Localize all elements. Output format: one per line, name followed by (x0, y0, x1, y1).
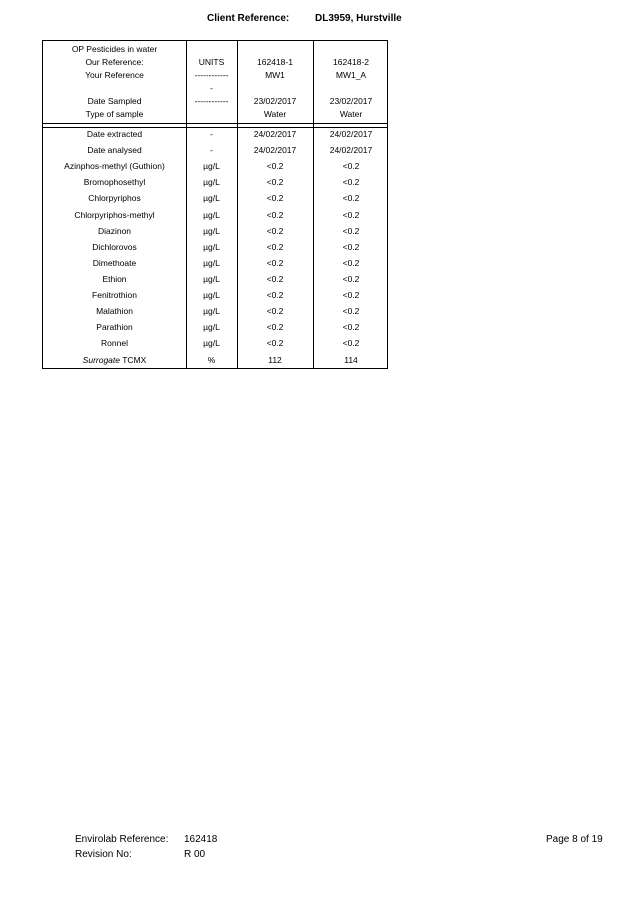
header-sample-2-value: Water (339, 109, 363, 119)
client-reference (0, 13, 638, 27)
cell-param-name: Parathion (96, 322, 133, 332)
revision-value: R 00 (184, 849, 206, 860)
cell-sample-1-value: <0.2 (266, 242, 284, 252)
cell-sample-1-value: <0.2 (266, 193, 284, 203)
header-sample-1-value: Water (263, 109, 287, 119)
header-sample-1-value: 23/02/2017 (253, 96, 297, 106)
cell-param-name: Dimethoate (92, 258, 137, 268)
cell-units: µg/L (203, 210, 220, 220)
cell-sample-1-value: <0.2 (266, 306, 284, 316)
cell-param-name: Chlorpyriphos (88, 193, 141, 203)
header-sample-2-value: MW1_A (335, 70, 367, 80)
cell-sample-2-value: <0.2 (342, 290, 360, 300)
cell-sample-2-value: <0.2 (342, 161, 360, 171)
cell-units: µg/L (203, 177, 220, 187)
cell-sample-2-value: <0.2 (342, 338, 360, 348)
header-sample-1-value: MW1 (265, 70, 285, 80)
results-table (42, 40, 388, 369)
header-param-name: Type of sample (85, 109, 144, 119)
cell-units: µg/L (203, 242, 220, 252)
cell-sample-1-value: <0.2 (266, 290, 284, 300)
revision-label: Revision No: (75, 849, 132, 860)
page-number: Page 8 of 19 (546, 834, 603, 845)
cell-sample-1-value: <0.2 (266, 322, 284, 332)
cell-units: µg/L (203, 226, 220, 236)
cell-sample-1-value: 24/02/2017 (253, 129, 297, 139)
header-sample-2-value: 162418-2 (333, 57, 369, 67)
cell-param-name: Ethion (102, 274, 127, 284)
cell-sample-1-value: <0.2 (266, 161, 284, 171)
cell-units: µg/L (203, 193, 220, 203)
envirolab-reference-label: Envirolab Reference: (75, 834, 169, 845)
cell-sample-2-value: 24/02/2017 (329, 145, 373, 155)
header-units: ------------ (194, 96, 229, 106)
client-reference-label: Client Reference: (207, 13, 290, 24)
header-param-name: Your Reference (85, 70, 144, 80)
cell-sample-2-value: <0.2 (342, 242, 360, 252)
cell-param-name: Azinphos-methyl (Guthion) (64, 161, 165, 171)
cell-param-name: Diazinon (97, 226, 132, 236)
column-divider (313, 41, 314, 368)
surrogate-units: % (207, 355, 216, 365)
header-units: - (210, 83, 213, 93)
header-divider (43, 123, 387, 124)
cell-sample-2-value: <0.2 (342, 258, 360, 268)
cell-param-name: Ronnel (101, 338, 128, 348)
cell-sample-1-value: <0.2 (266, 210, 284, 220)
cell-sample-1-value: <0.2 (266, 274, 284, 284)
cell-units: - (210, 129, 213, 139)
envirolab-reference-value: 162418 (184, 834, 218, 845)
cell-sample-2-value: <0.2 (342, 322, 360, 332)
header-param-name: Our Reference: (85, 57, 144, 67)
cell-sample-1-value: <0.2 (266, 258, 284, 268)
header-param-name: Date Sampled (87, 96, 142, 106)
cell-param-name: Date extracted (86, 129, 143, 139)
cell-param-name: Fenitrothion (92, 290, 137, 300)
header-param-name: OP Pesticides in water (71, 44, 158, 54)
header-sample-1-value: 162418-1 (257, 57, 293, 67)
cell-sample-2-value: <0.2 (342, 193, 360, 203)
surrogate-label-rest: TCMX (120, 355, 147, 365)
header-units: UNITS (198, 57, 225, 67)
cell-sample-1-value: <0.2 (266, 177, 284, 187)
cell-units: µg/L (203, 161, 220, 171)
cell-sample-1-value: <0.2 (266, 226, 284, 236)
surrogate-value-1: 112 (268, 355, 282, 365)
cell-units: µg/L (203, 258, 220, 268)
cell-sample-2-value: <0.2 (342, 177, 360, 187)
cell-param-name: Dichlorovos (92, 242, 137, 252)
cell-units: µg/L (203, 290, 220, 300)
cell-param-name: Bromophosethyl (83, 177, 146, 187)
cell-units: µg/L (203, 322, 220, 332)
cell-sample-1-value: 24/02/2017 (253, 145, 297, 155)
cell-sample-2-value: <0.2 (342, 226, 360, 236)
header-units: ------------ (194, 70, 229, 80)
surrogate-label (43, 355, 186, 365)
header-divider (43, 127, 387, 128)
client-reference-value: DL3959, Hurstville (315, 13, 402, 24)
cell-units: µg/L (203, 306, 220, 316)
cell-units: µg/L (203, 274, 220, 284)
cell-param-name: Malathion (96, 306, 133, 316)
cell-param-name: Date analysed (87, 145, 142, 155)
cell-sample-2-value: <0.2 (342, 274, 360, 284)
cell-units: µg/L (203, 338, 220, 348)
cell-sample-2-value: 24/02/2017 (329, 129, 373, 139)
cell-sample-1-value: <0.2 (266, 338, 284, 348)
header-sample-2-value: 23/02/2017 (329, 96, 373, 106)
surrogate-label-italic: Surrogate (82, 355, 121, 365)
cell-sample-2-value: <0.2 (342, 210, 360, 220)
cell-sample-2-value: <0.2 (342, 306, 360, 316)
cell-param-name: Chlorpyriphos-methyl (74, 210, 155, 220)
column-divider (237, 41, 238, 368)
surrogate-value-2: 114 (344, 355, 358, 365)
cell-units: - (210, 145, 213, 155)
